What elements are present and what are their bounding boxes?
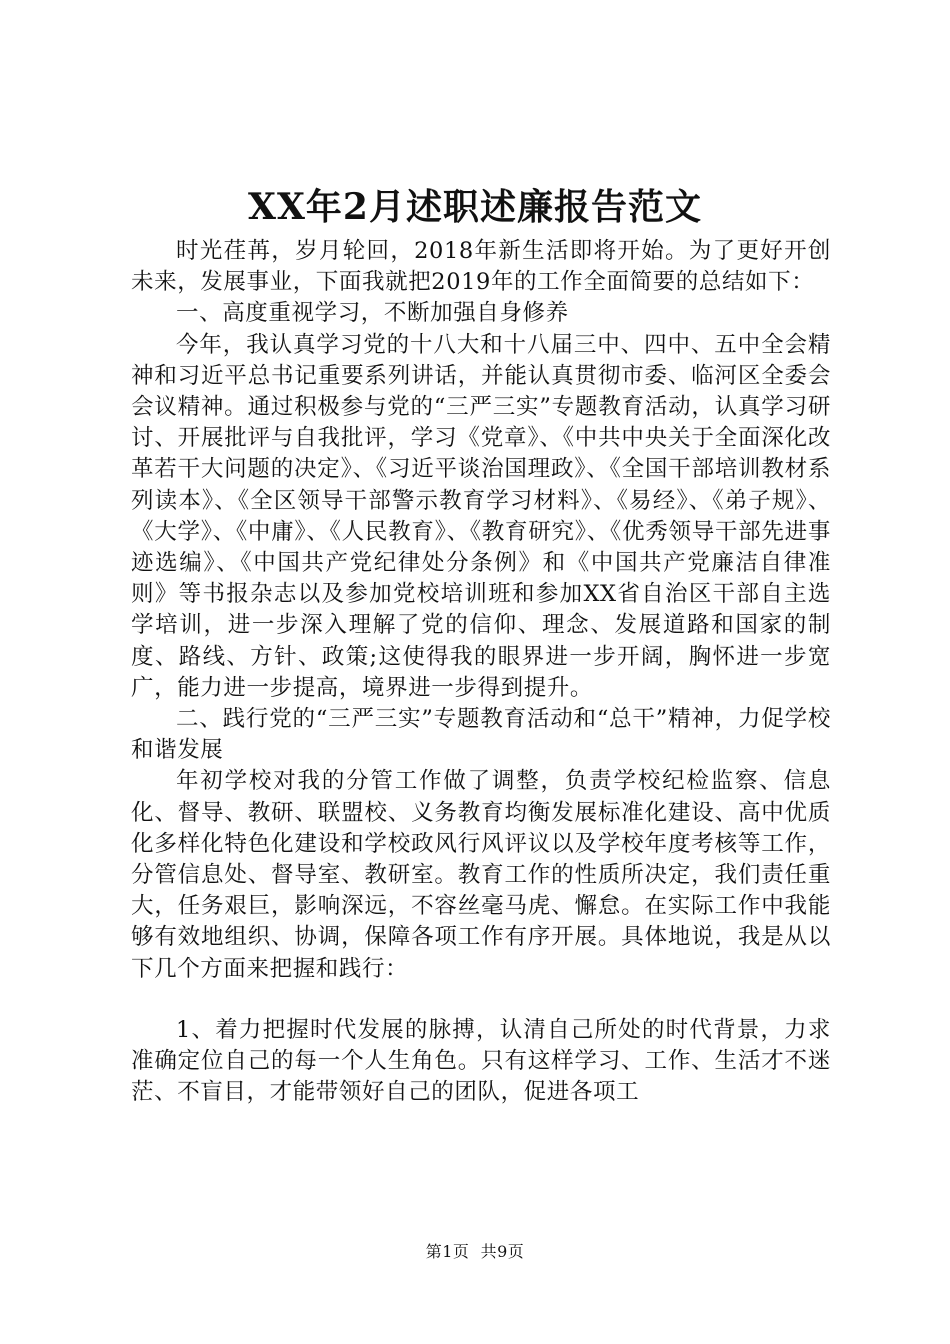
page-number: 第1页 <box>425 1242 470 1261</box>
document-body <box>131 236 831 1108</box>
body-paragraph: 年初学校对我的分管工作做了调整，负责学校纪检监察、信息化、督导、教研、联盟校、义务教育均衡发展标准化建设、高中优质化多样化特色化建设和学校政风行风评议以及学校年度考核等工作，分管信息处、督导室、教研室。教育工作的性质所决定，我们责任重大，任务艰巨，影响深远，不容丝毫马虎、懈怠。在实际工作中我能够有效地组织、协调，保障各项工作有序开展。具体地说，我是从以下几个方面来把握和践行： <box>131 768 831 982</box>
page-footer <box>0 1240 950 1264</box>
intro-paragraph: 时光荏苒，岁月轮回，2018年新生活即将开始。为了更好开创未来，发展事业，下面我就把2019年的工作全面简要的总结如下： <box>131 238 831 296</box>
body-paragraph: 今年，我认真学习党的十八大和十八届三中、四中、五中全会精神和习近平总书记重要系列讲话，并能认真贯彻市委、临河区全委会会议精神。通过积极参与党的“三严三实”专题教育活动，认真学习研讨、开展批评与自我批评，学习《党章》、《中共中央关于全面深化改革若干大问题的决定》、《习近平谈治国理政》、《全国干部培训教材系列读本》、《全区领导干部警示教育学习材料》、《易经》、《弟子规》、《大学》、《中庸》、《人民教育》、《教育研究》、《优秀领导干部先进事迹选编》、《中国共产党纪律处分条例》和《中国共产党廉洁自律准则》等书报杂志以及参加党校培训班和参加XX省自治区干部自主选学培训，进一步深入理解了党的信仰、理念、发展道路和国家的制度、路线、方针、政策;这使得我的眼界进一步开阔，胸怀进一步宽广，能力进一步提高，境界进一步得到提升。 <box>131 331 831 701</box>
footer-separator <box>469 1242 480 1261</box>
section-heading-2: 二、践行党的“三严三实”专题教育活动和“总干”精神，力促学校和谐发展 <box>131 706 831 764</box>
page-count: 共9页 <box>480 1242 525 1261</box>
list-item-paragraph: 1、着力把握时代发展的脉搏，认清自己所处的时代背景，力求准确定位自己的每一个人生角色。只有这样学习、工作、生活才不迷茫、不盲目，才能带领好自己的团队，促进各项工 <box>131 1016 831 1106</box>
section-heading-1: 一、高度重视学习，不断加强自身修养 <box>176 300 569 327</box>
document-title: XX年2月述职述廉报告范文 <box>248 186 702 228</box>
